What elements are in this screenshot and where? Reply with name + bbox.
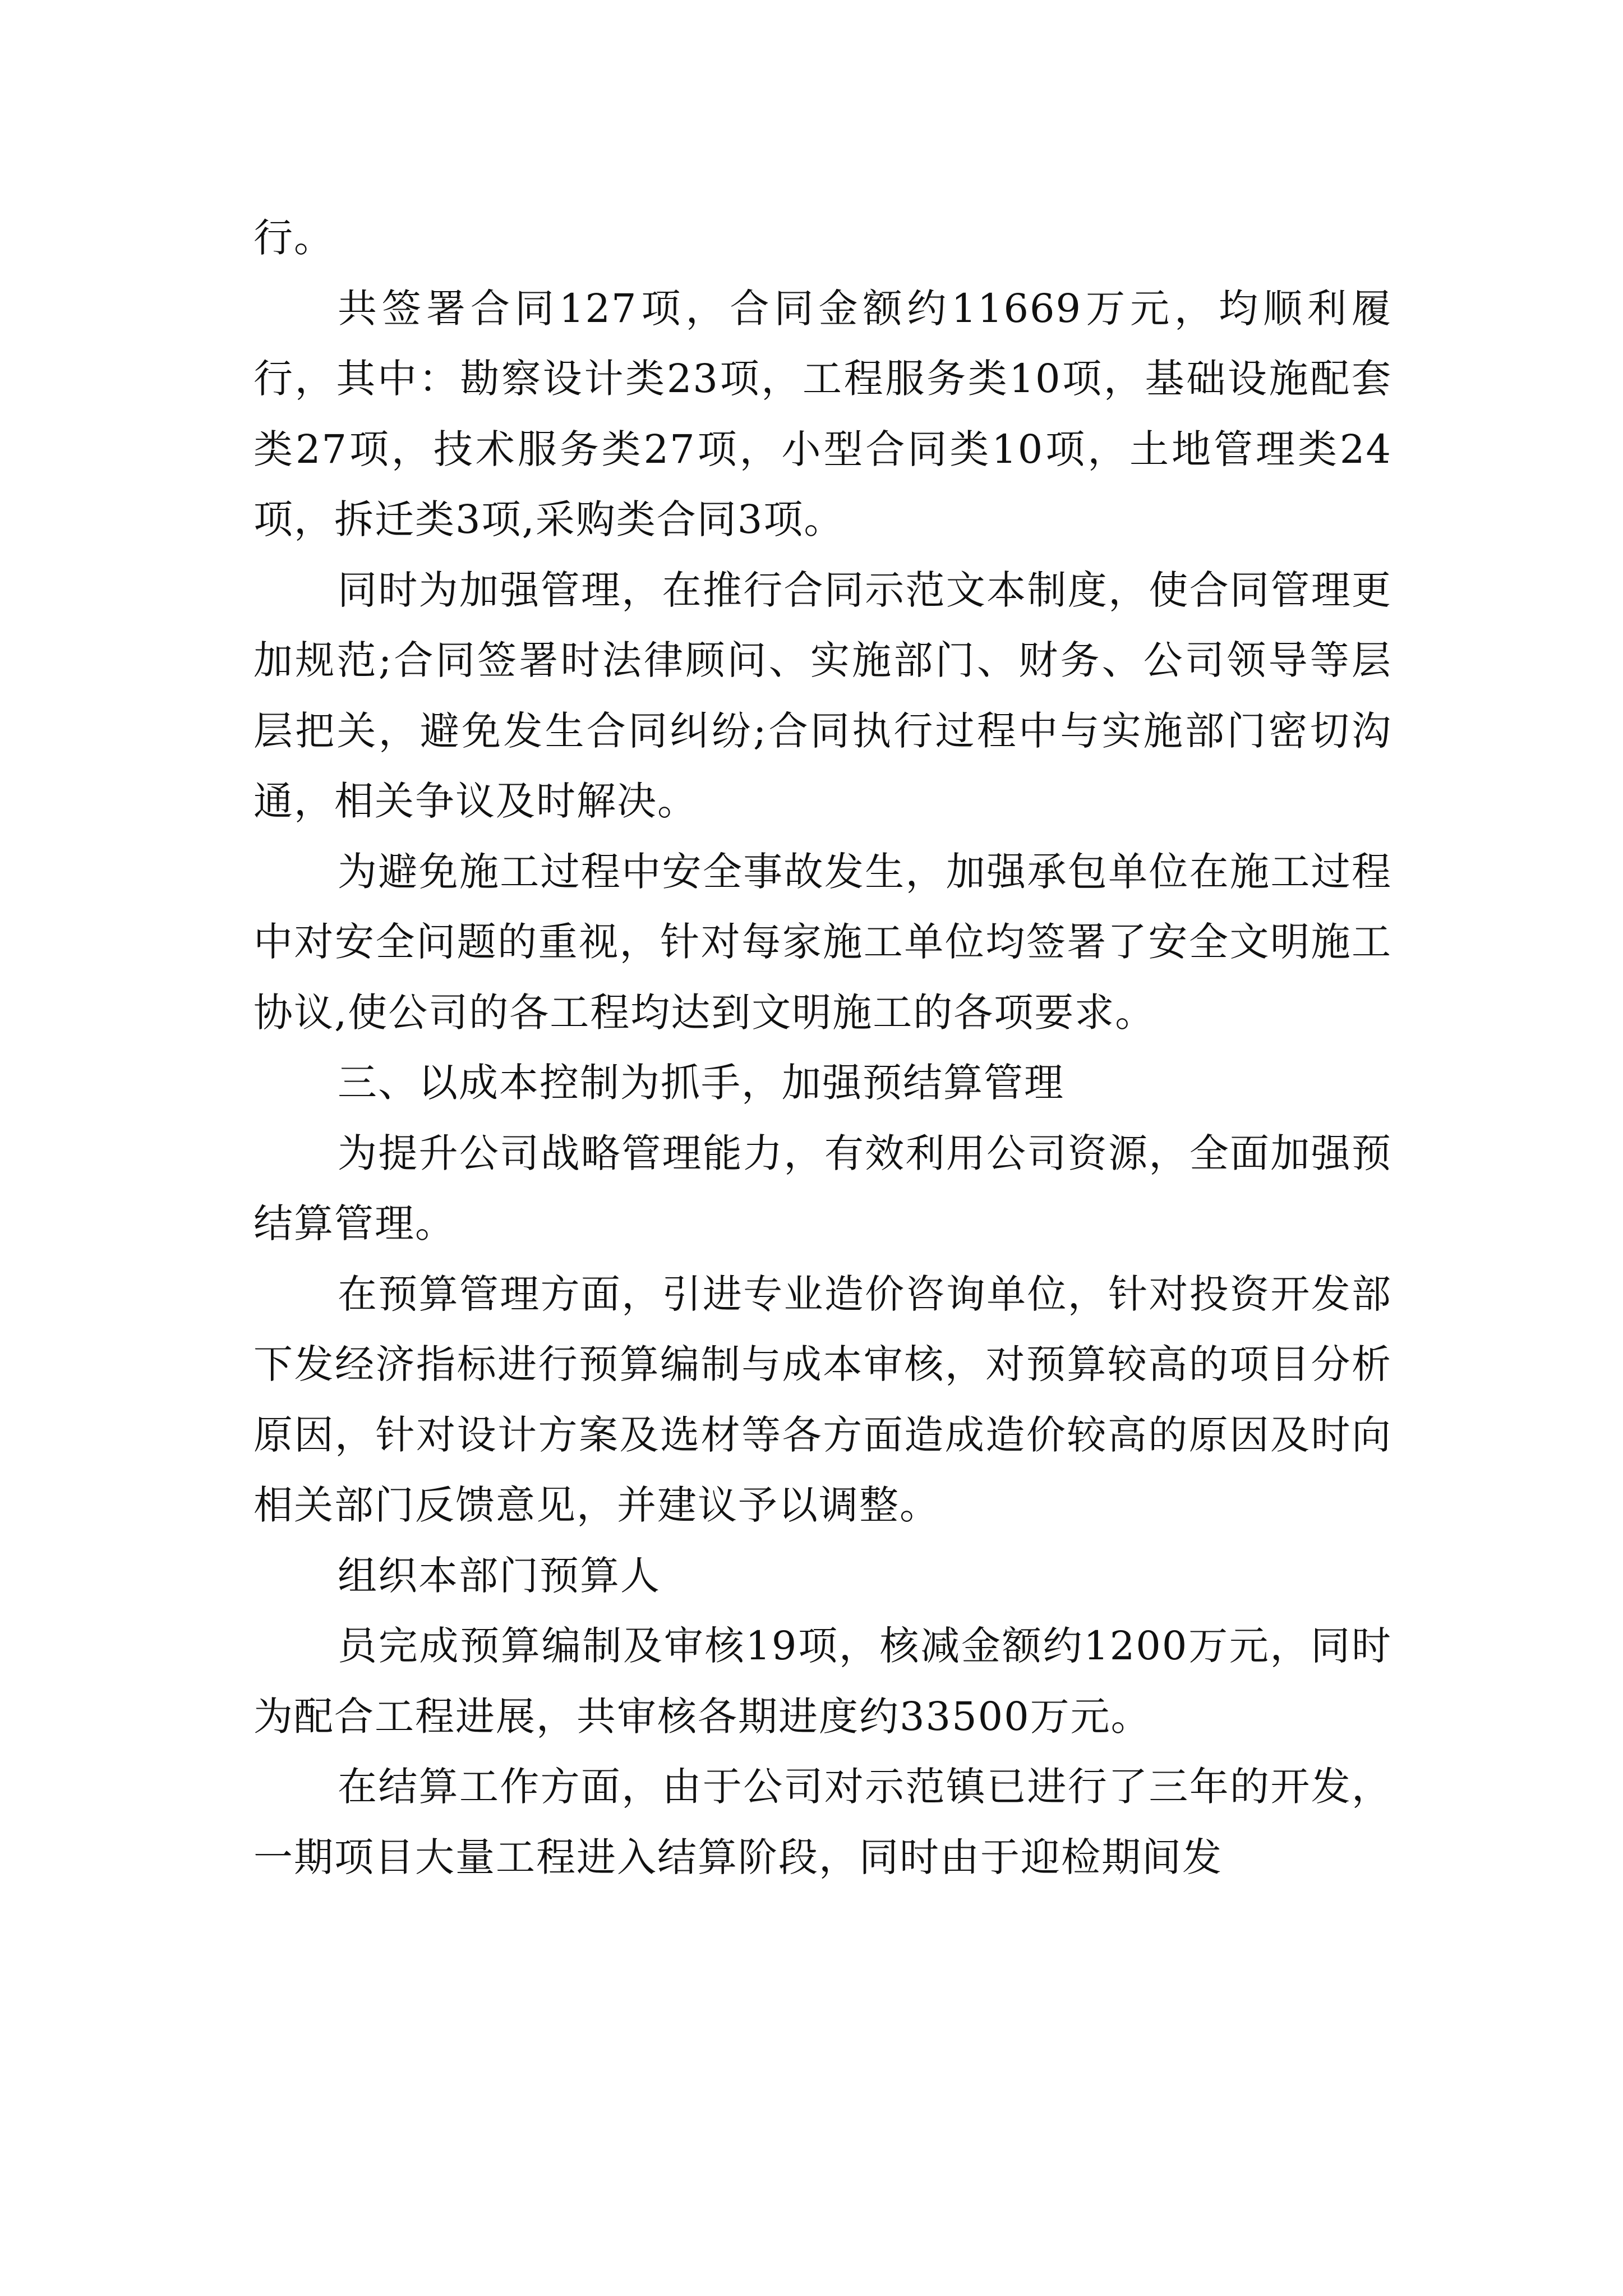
paragraph-settlement-work: 在结算工作方面，由于公司对示范镇已进行了三年的开发，一期项目大量工程进入结算阶段，同时由于迎检期间发 xyxy=(253,1764,1392,1880)
paragraph-budget-results: 员完成预算编制及审核19项，核减金额约1200万元，同时为配合工程进展，共审核各期进度约33500万元。 xyxy=(253,1623,1392,1740)
section-heading-cost-control: 三、以成本控制为抓手，加强预结算管理 xyxy=(338,1060,1064,1106)
paragraph-safety-agreements: 为避免施工过程中安全事故发生，加强承包单位在施工过程中对安全问题的重视，针对每家施工单位均签署了安全文明施工协议,使公司的各工程均达到文明施工的各项要求。 xyxy=(253,848,1392,1036)
document-body xyxy=(253,203,1392,1893)
paragraph-continuation: 行。 xyxy=(253,215,334,261)
paragraph-budget-management: 在预算管理方面，引进专业造价咨询单位，针对投资开发部下发经济指标进行预算编制与成本审核，对预算较高的项目分析原因，针对设计方案及选材等各方面造成造价较高的原因及时向相关部门反馈意见，并建议予以调整。 xyxy=(253,1271,1392,1528)
paragraph-settlement-intro: 为提升公司战略管理能力，有效利用公司资源，全面加强预结算管理。 xyxy=(253,1130,1392,1246)
paragraph-contracts-signed: 共签署合同127项，合同金额约11669万元，均顺利履行，其中：勘察设计类23项，工程服务类10项，基础设施配套类27项，技术服务类27项，小型合同类10项，土地管理类24项，拆迁类3项,采购类合同3项。 xyxy=(253,285,1392,542)
paragraph-budget-staff: 组织本部门预算人 xyxy=(338,1552,661,1599)
paragraph-contract-management: 同时为加强管理，在推行合同示范文本制度，使合同管理更加规范;合同签署时法律顾问、实施部门、财务、公司领导等层层把关，避免发生合同纠纷;合同执行过程中与实施部门密切沟通，相关争议及时解决。 xyxy=(253,567,1392,824)
